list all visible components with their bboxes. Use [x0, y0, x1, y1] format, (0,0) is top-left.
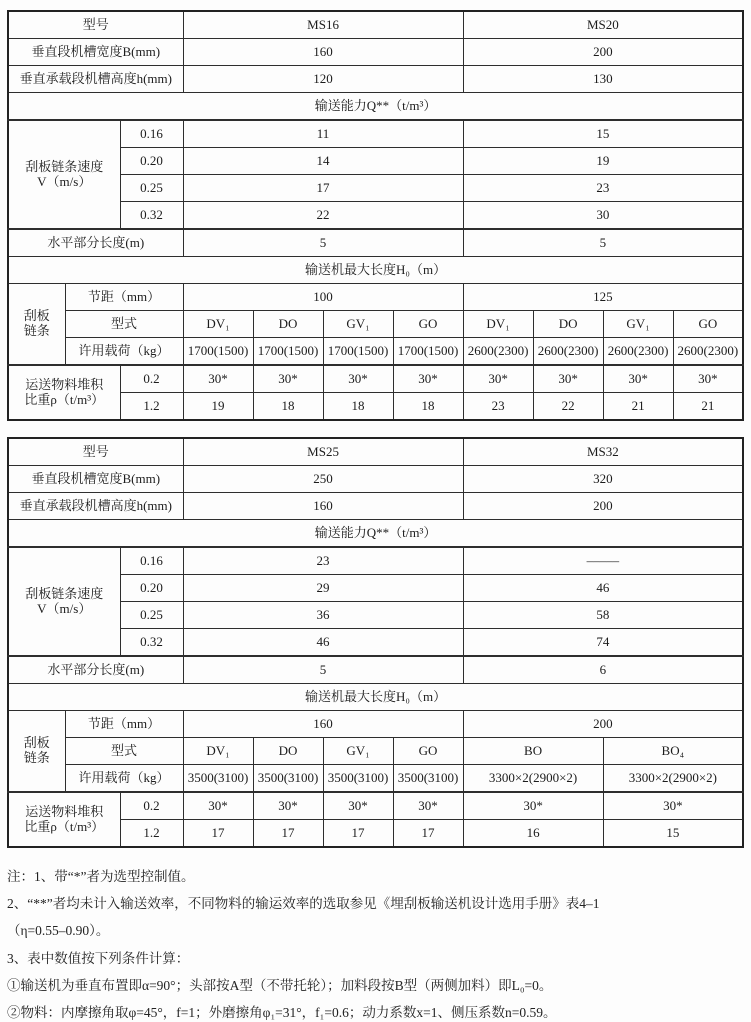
- speed-value: 0.20: [120, 148, 183, 175]
- note-line-3b: ②物料：内摩擦角取φ=45°，f=1；外磨擦角φ₁=31°，f₁=0.6；动力系数x=1、侧压系数n=0.59。: [7, 1005, 557, 1021]
- spec-table-ms16-ms20: [7, 10, 744, 421]
- chain-type-cell: BO₄: [603, 738, 743, 765]
- density-cell: 21: [673, 393, 743, 421]
- model-row: [8, 11, 743, 39]
- speed-label: [8, 120, 120, 229]
- value-cell: 200: [463, 711, 743, 738]
- speed-row: [8, 120, 743, 148]
- load-cell: 1700(1500): [183, 338, 253, 366]
- density-cell: 22: [533, 393, 603, 421]
- model-value: MS32: [463, 438, 743, 466]
- slot-height-row: [8, 493, 743, 520]
- value-cell: 14: [183, 148, 463, 175]
- load-cell: 1700(1500): [393, 338, 463, 366]
- load-label: 许用载荷（kg）: [65, 338, 183, 366]
- pitch-label: 节距（mm）: [65, 284, 183, 311]
- density-cell: 18: [253, 393, 323, 421]
- speed-label: [8, 547, 120, 656]
- model-value: MS25: [183, 438, 463, 466]
- density-label-line2: 比重ρ（t/m³）: [24, 391, 105, 407]
- value-cell: 160: [183, 711, 463, 738]
- slot-width-label: 垂直段机槽宽度B(mm): [8, 39, 183, 66]
- value-cell: 36: [183, 602, 463, 629]
- speed-value: 0.32: [120, 202, 183, 230]
- load-cell: 3500(3100): [323, 765, 393, 793]
- note-line-2b: （η=0.55–0.90）。: [7, 923, 110, 939]
- model-row: [8, 438, 743, 466]
- density-cell: 30*: [603, 792, 743, 820]
- pitch-row: [8, 284, 743, 311]
- speed-value: 0.25: [120, 602, 183, 629]
- value-cell: 22: [183, 202, 463, 230]
- speed-value: 0.25: [120, 175, 183, 202]
- value-cell: 23: [183, 547, 463, 575]
- value-cell: 6: [463, 656, 743, 684]
- capacity-header-row: [8, 520, 743, 548]
- density-label-line1: 运送物料堆积: [25, 803, 104, 819]
- value-cell: 100: [183, 284, 463, 311]
- value-cell: 11: [183, 120, 463, 148]
- capacity-header: 输送能力Q**（t/m³）: [8, 520, 743, 548]
- density-cell: 30*: [463, 792, 603, 820]
- value-cell: 30: [463, 202, 743, 230]
- pitch-label: 节距（mm）: [65, 711, 183, 738]
- value-cell: 160: [183, 39, 463, 66]
- chain-type-cell: GV₁: [603, 311, 673, 338]
- type-label: 型式: [65, 738, 183, 765]
- maxlen-header: 输送机最大长度H₀（m）: [8, 257, 743, 284]
- value-cell: 46: [183, 629, 463, 657]
- chain-type-cell: DV₁: [183, 738, 253, 765]
- density-label: [8, 365, 120, 420]
- value-cell: 125: [463, 284, 743, 311]
- value-cell: 46: [463, 575, 743, 602]
- value-cell: 74: [463, 629, 743, 657]
- load-cell: 3500(3100): [393, 765, 463, 793]
- speed-value: 0.20: [120, 575, 183, 602]
- slot-width-row: [8, 466, 743, 493]
- density-cell: 16: [463, 820, 603, 848]
- speed-value: 0.32: [120, 629, 183, 657]
- chain-type-row: [8, 311, 743, 338]
- slot-height-row: [8, 66, 743, 93]
- density-cell: 18: [393, 393, 463, 421]
- density-cell: 30*: [183, 792, 253, 820]
- note-line-2: 2、“**”者均未计入输送效率，不同物料的输运效率的选取参见《埋刮板输送机设计选用手册》表4–1: [7, 896, 600, 912]
- chain-type-cell: GV₁: [323, 738, 393, 765]
- horizontal-length-label: 水平部分长度(m): [8, 229, 183, 257]
- density-cell: 18: [323, 393, 393, 421]
- slot-width-label: 垂直段机槽宽度B(mm): [8, 466, 183, 493]
- speed-label-line2: V（m/s）: [37, 600, 92, 616]
- density-cell: 30*: [533, 365, 603, 393]
- density-value: 0.2: [120, 792, 183, 820]
- chain-type-cell: GV₁: [323, 311, 393, 338]
- capacity-header: 输送能力Q**（t/m³）: [8, 93, 743, 121]
- chain-type-cell: DO: [253, 738, 323, 765]
- load-label: 许用载荷（kg）: [65, 765, 183, 793]
- density-row: [8, 792, 743, 820]
- maxlen-header-row: [8, 257, 743, 284]
- model-label: 型号: [8, 438, 183, 466]
- value-cell: 250: [183, 466, 463, 493]
- density-cell: 17: [323, 820, 393, 848]
- chain-type-cell: GO: [673, 311, 743, 338]
- chain-label-line2: 链条: [23, 750, 50, 765]
- capacity-header-row: [8, 93, 743, 121]
- value-cell: 200: [463, 493, 743, 520]
- density-cell: 30*: [253, 792, 323, 820]
- maxlen-header-row: [8, 684, 743, 711]
- density-value: 1.2: [120, 820, 183, 848]
- speed-label-line1: 刮板链条速度: [25, 158, 104, 174]
- load-cell: 1700(1500): [253, 338, 323, 366]
- density-cell: 17: [253, 820, 323, 848]
- speed-label-line1: 刮板链条速度: [25, 585, 104, 601]
- load-row: [8, 338, 743, 366]
- density-cell: 30*: [183, 365, 253, 393]
- chain-label-line1: 刮板: [23, 735, 50, 751]
- density-cell: 30*: [603, 365, 673, 393]
- load-cell: 3300×2(2900×2): [603, 765, 743, 793]
- chain-label-line1: 刮板: [23, 308, 50, 324]
- density-cell: 23: [463, 393, 533, 421]
- density-cell: 17: [183, 820, 253, 848]
- value-cell: 19: [463, 148, 743, 175]
- type-label: 型式: [65, 311, 183, 338]
- value-cell: –––––: [463, 547, 743, 575]
- load-cell: 2600(2300): [603, 338, 673, 366]
- value-cell: 120: [183, 66, 463, 93]
- notes-block: [7, 868, 744, 1022]
- value-cell: 15: [463, 120, 743, 148]
- chain-type-cell: DO: [533, 311, 603, 338]
- slot-height-label: 垂直承载段机槽高度h(mm): [8, 493, 183, 520]
- chain-type-cell: BO: [463, 738, 603, 765]
- load-cell: 3300×2(2900×2): [463, 765, 603, 793]
- value-cell: 320: [463, 466, 743, 493]
- density-cell: 30*: [323, 365, 393, 393]
- density-label: [8, 792, 120, 847]
- speed-value: 0.16: [120, 547, 183, 575]
- speed-value: 0.16: [120, 120, 183, 148]
- chain-type-cell: GO: [393, 311, 463, 338]
- load-cell: 2600(2300): [533, 338, 603, 366]
- density-cell: 19: [183, 393, 253, 421]
- density-label-line2: 比重ρ（t/m³）: [24, 818, 105, 834]
- horizontal-length-row: [8, 229, 743, 257]
- chain-label: [8, 284, 65, 366]
- density-cell: 30*: [393, 365, 463, 393]
- density-cell: 30*: [393, 792, 463, 820]
- horizontal-length-row: [8, 656, 743, 684]
- density-value: 1.2: [120, 393, 183, 421]
- density-cell: 30*: [673, 365, 743, 393]
- density-cell: 30*: [463, 365, 533, 393]
- load-row: [8, 765, 743, 793]
- load-cell: 3500(3100): [183, 765, 253, 793]
- value-cell: 130: [463, 66, 743, 93]
- density-cell: 30*: [323, 792, 393, 820]
- model-value: MS16: [183, 11, 463, 39]
- chain-label: [8, 711, 65, 793]
- note-line-3: 3、表中数值按下列条件计算：: [7, 950, 190, 966]
- spec-table-ms25-ms32: [7, 437, 744, 848]
- chain-type-cell: DV₁: [183, 311, 253, 338]
- model-value: MS20: [463, 11, 743, 39]
- slot-width-row: [8, 39, 743, 66]
- chain-type-cell: DV₁: [463, 311, 533, 338]
- density-label-line1: 运送物料堆积: [25, 376, 104, 392]
- horizontal-length-label: 水平部分长度(m): [8, 656, 183, 684]
- chain-type-row: [8, 738, 743, 765]
- note-line-3a: ①输送机为垂直布置即α=90°；头部按A型（不带托轮）；加料段按B型（两侧加料）即L₀=0。: [7, 977, 553, 993]
- load-cell: 2600(2300): [673, 338, 743, 366]
- density-cell: 17: [393, 820, 463, 848]
- density-value: 0.2: [120, 365, 183, 393]
- note-line-1: 注：1、带“*”者为选型控制值。: [7, 869, 195, 884]
- speed-row: [8, 547, 743, 575]
- chain-type-cell: GO: [393, 738, 463, 765]
- load-cell: 1700(1500): [323, 338, 393, 366]
- density-row: [8, 365, 743, 393]
- maxlen-header: 输送机最大长度H₀（m）: [8, 684, 743, 711]
- value-cell: 29: [183, 575, 463, 602]
- chain-label-line2: 链条: [23, 323, 50, 338]
- value-cell: 200: [463, 39, 743, 66]
- model-label: 型号: [8, 11, 183, 39]
- slot-height-label: 垂直承载段机槽高度h(mm): [8, 66, 183, 93]
- value-cell: 17: [183, 175, 463, 202]
- value-cell: 5: [183, 229, 463, 257]
- value-cell: 58: [463, 602, 743, 629]
- value-cell: 160: [183, 493, 463, 520]
- density-cell: 21: [603, 393, 673, 421]
- density-cell: 30*: [253, 365, 323, 393]
- load-cell: 3500(3100): [253, 765, 323, 793]
- value-cell: 5: [183, 656, 463, 684]
- value-cell: 23: [463, 175, 743, 202]
- value-cell: 5: [463, 229, 743, 257]
- chain-type-cell: DO: [253, 311, 323, 338]
- density-cell: 15: [603, 820, 743, 848]
- pitch-row: [8, 711, 743, 738]
- load-cell: 2600(2300): [463, 338, 533, 366]
- speed-label-line2: V（m/s）: [37, 173, 92, 189]
